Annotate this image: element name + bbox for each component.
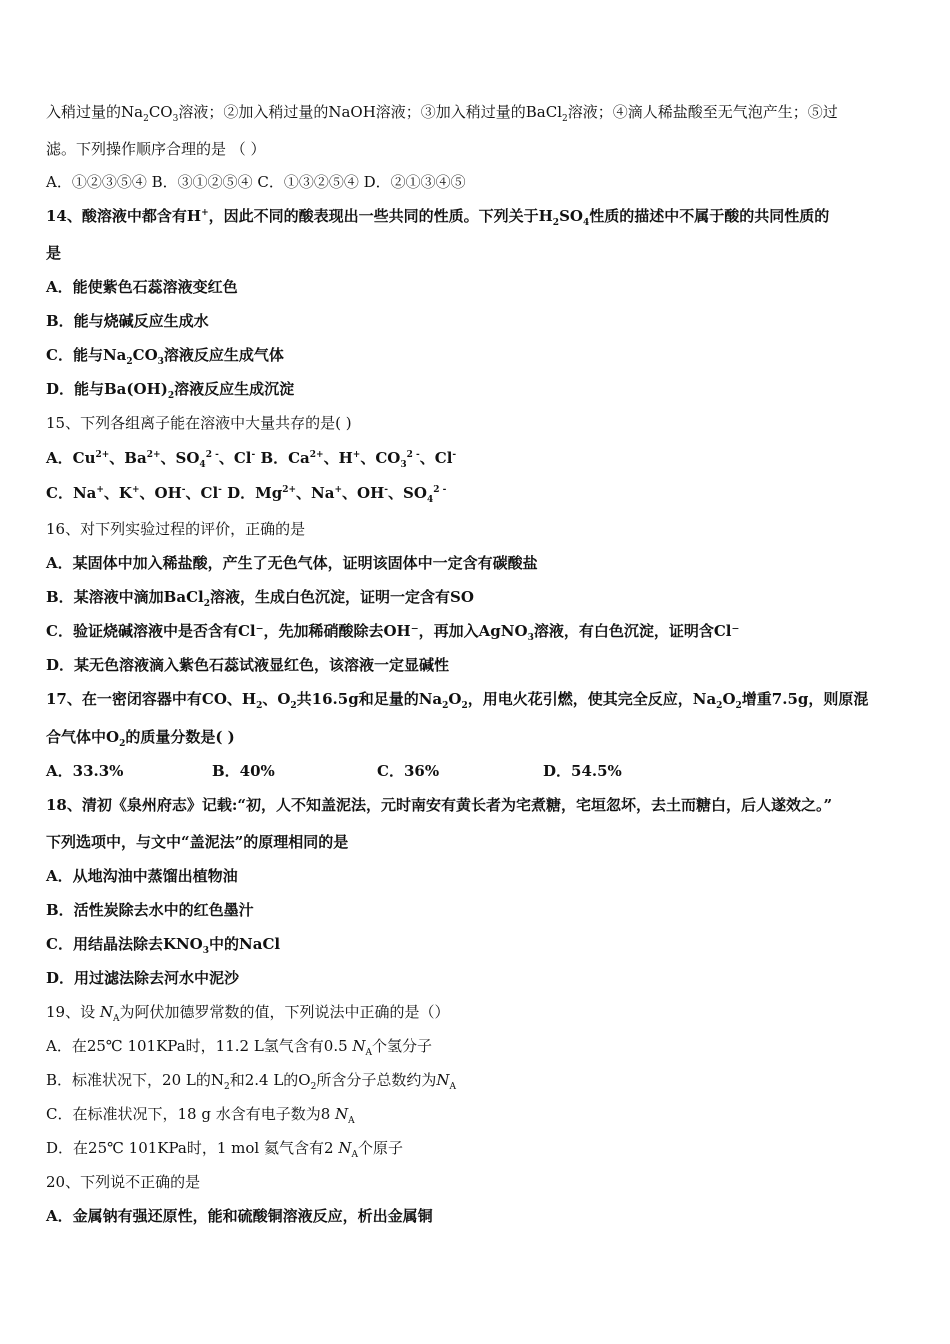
text-run: O xyxy=(722,690,736,708)
text-line xyxy=(46,655,449,675)
text-run: B．Ca xyxy=(255,449,310,467)
text-run: B．某溶液中滴加BaCl xyxy=(46,588,204,606)
text-run: 3 xyxy=(172,114,179,124)
text-run: 2 xyxy=(735,701,742,711)
text-run: 2+ xyxy=(95,450,110,460)
text-run: 合气体中O xyxy=(46,728,120,746)
text-run: B．标准状况下，20 L的N xyxy=(46,1071,224,1089)
text-run: 2 - xyxy=(205,450,219,460)
text-run: 的质量分数是( ) xyxy=(125,728,235,746)
text-run: 、Cl xyxy=(218,449,252,467)
text-run: 3 xyxy=(202,946,210,956)
text-run: 、OH xyxy=(342,484,385,502)
text-line xyxy=(46,1172,200,1192)
text-run: 2 xyxy=(126,357,133,367)
text-run: A xyxy=(348,1116,355,1126)
text-run: 2 xyxy=(562,114,568,124)
text-line xyxy=(46,172,466,192)
text-run: + xyxy=(334,485,343,495)
text-run: - xyxy=(384,485,389,495)
text-run: 16、对下列实验过程的评价，正确的是 xyxy=(46,520,306,538)
text-run: CO xyxy=(132,346,158,364)
text-run: CO xyxy=(148,103,173,121)
text-run: 2+ xyxy=(146,450,161,460)
text-line xyxy=(46,243,61,263)
text-run: 、CO xyxy=(360,449,401,467)
text-run: 、Na xyxy=(296,484,335,502)
text-run: 溶液；④滴人稀盐酸至无气泡产生；⑤过 xyxy=(567,103,838,121)
text-run: B．能与烧碱反应生成水 xyxy=(46,312,209,330)
text-run: 2 xyxy=(223,1082,230,1092)
text-line xyxy=(46,621,739,641)
text-run: 、Cl xyxy=(185,484,219,502)
text-line xyxy=(46,553,538,573)
text-run: O xyxy=(448,690,462,708)
text-line xyxy=(46,795,832,815)
text-run: SO xyxy=(559,207,583,225)
text-line xyxy=(46,934,280,954)
text-run: 2 xyxy=(256,701,263,711)
text-run: 溶液，生成白色沉淀，证明一定含有SO xyxy=(209,588,474,606)
text-run: 2 xyxy=(442,701,449,711)
q17-option: A．33.3% xyxy=(46,762,124,780)
text-run: A．从地沟油中蒸馏出植物油 xyxy=(46,867,238,885)
text-run: A xyxy=(112,1014,120,1024)
text-run: 2 xyxy=(716,701,723,711)
text-run: - xyxy=(181,485,186,495)
text-run: C．在标准状况下，18 g 水含有电子数为8 xyxy=(46,1105,336,1123)
text-line xyxy=(46,727,235,747)
text-run: 2 xyxy=(461,701,468,711)
text-run: 为阿伏加德罗常数的值，下列说法中正确的是（） xyxy=(119,1003,450,1021)
text-run: N xyxy=(338,1139,352,1157)
text-run: 14、酸溶液中都含有H xyxy=(46,207,202,225)
text-run: C．能与Na xyxy=(46,346,127,364)
text-run: A．①②③⑤④ B．③①②⑤④ C．①③②⑤④ D．②①③④⑤ xyxy=(46,173,466,191)
text-run: 、OH xyxy=(139,484,182,502)
text-run: + xyxy=(96,485,104,495)
text-line xyxy=(46,1104,355,1124)
text-run: A．能使紫色石蕊溶液变红色 xyxy=(46,278,238,296)
text-line xyxy=(46,345,284,365)
text-run: 溶液反应生成气体 xyxy=(163,346,284,364)
text-run: A xyxy=(449,1082,456,1092)
text-line xyxy=(46,968,239,988)
text-run: C．验证烧碱溶液中是否含有Cl⁻，先加稀硝酸除去OH⁻，再加入AgNO xyxy=(46,622,528,640)
text-run: N xyxy=(335,1105,349,1123)
q17-option: B．40% xyxy=(212,762,275,780)
text-line xyxy=(46,1070,456,1090)
text-run: 个原子 xyxy=(357,1139,403,1157)
text-run: 15、下列各组离子能在溶液中大量共存的是( ) xyxy=(46,414,352,432)
text-line xyxy=(46,519,305,539)
text-line xyxy=(46,139,266,159)
text-run: 18、清初《泉州府志》记载:“初，人不知盖泥法，元时南安有黄长者为宅煮糖，宅垣忽坏，去土而糖白，后人遂效之。” xyxy=(46,796,833,814)
text-run: 、O xyxy=(262,690,291,708)
text-run: 2 xyxy=(203,599,210,609)
text-run: ，因此不同的酸表现出一些共同的性质。下列关于H xyxy=(208,207,553,225)
text-line xyxy=(46,689,868,709)
text-run: 4 xyxy=(199,460,206,470)
text-run: 2 xyxy=(167,391,175,401)
text-run: 个氢分子 xyxy=(372,1037,433,1055)
text-run: 2 xyxy=(290,701,297,711)
text-run: 是 xyxy=(46,244,62,262)
text-run: D．用过滤法除去河水中泥沙 xyxy=(46,969,240,987)
text-run: 溶液反应生成沉淀 xyxy=(174,380,295,398)
text-run: 入稍过量的Na xyxy=(46,103,144,121)
text-run: 2 xyxy=(119,739,126,749)
q17-option: D．54.5% xyxy=(543,762,622,780)
text-line xyxy=(46,1138,403,1158)
text-line xyxy=(46,102,838,122)
text-run: A．某固体中加入稀盐酸，产生了无色气体，证明该固体中一定含有碳酸盐 xyxy=(46,554,538,572)
text-run: + xyxy=(201,208,209,218)
text-run: 溶液；②加入稍过量的NaOH溶液；③加入稍过量的BaCl xyxy=(178,103,563,121)
text-run: 下列选项中，与文中“盖泥法”的原理相同的是 xyxy=(46,833,349,851)
text-run: - xyxy=(251,450,256,460)
text-run: 3 xyxy=(157,357,164,367)
text-run: D．Mg xyxy=(221,484,283,502)
text-run: - xyxy=(218,485,222,495)
text-run: 共16.5g和足量的Na xyxy=(296,690,443,708)
text-run: 溶液，有白色沉淀，证明含Cl⁻ xyxy=(533,622,740,640)
text-run: 、SO xyxy=(160,449,200,467)
text-run: N xyxy=(436,1071,450,1089)
text-run: 2+ xyxy=(282,485,297,495)
text-run: B．活性炭除去水中的红色墨汁 xyxy=(46,901,254,919)
text-run: 2 - xyxy=(433,485,447,495)
text-run: A．金属钠有强还原性，能和硫酸铜溶液反应，析出金属铜 xyxy=(46,1207,433,1225)
text-run: 4 xyxy=(426,495,434,505)
text-run: A．在25℃ 101KPa时，11.2 L氢气含有0.5 xyxy=(46,1037,353,1055)
text-run: 2+ xyxy=(309,450,324,460)
text-line xyxy=(46,448,456,468)
text-run: C．Na xyxy=(46,484,97,502)
text-run: ，用电火花引燃，使其完全反应，Na xyxy=(467,690,717,708)
text-run: - xyxy=(452,450,457,460)
text-run: 20、下列说不正确的是 xyxy=(46,1173,201,1191)
text-run: 、K xyxy=(103,484,132,502)
text-run: N xyxy=(352,1037,366,1055)
text-run: 中的NaCl xyxy=(209,935,281,953)
text-run: 3 xyxy=(527,633,534,643)
text-run: 4 xyxy=(582,218,590,228)
text-line xyxy=(46,379,294,399)
text-run: 2 xyxy=(552,218,560,228)
q17-option: C．36% xyxy=(377,762,440,780)
text-run: 、H xyxy=(323,449,353,467)
text-line xyxy=(46,277,238,297)
text-line xyxy=(46,413,352,433)
text-run: N xyxy=(99,1003,113,1021)
text-line xyxy=(46,311,209,331)
text-run: 所含分子总数约为 xyxy=(316,1071,437,1089)
text-run: 、Ba xyxy=(109,449,147,467)
text-run: 、Cl xyxy=(419,449,453,467)
text-line xyxy=(46,832,348,852)
text-line xyxy=(46,483,446,503)
text-run: 2 xyxy=(310,1082,317,1092)
text-run: + xyxy=(131,485,140,495)
text-run: 19、设 xyxy=(46,1003,100,1021)
text-run: 和2.4 L的O xyxy=(229,1071,311,1089)
text-line xyxy=(46,900,254,920)
text-run: + xyxy=(352,450,361,460)
text-line xyxy=(46,1206,433,1226)
text-line xyxy=(46,587,474,607)
text-run: A．Cu xyxy=(46,449,96,467)
text-run: 滤。下列操作顺序合理的是 （ ） xyxy=(46,140,266,158)
text-run: C．用结晶法除去KNO xyxy=(46,935,203,953)
text-line xyxy=(46,1002,450,1022)
text-run: 3 xyxy=(400,460,407,470)
text-run: A xyxy=(365,1048,373,1058)
text-run: A xyxy=(351,1150,358,1160)
text-run: 17、在一密闭容器中有CO、H xyxy=(46,690,257,708)
text-run: 性质的描述中不属于酸的共同性质的 xyxy=(589,207,830,225)
text-line xyxy=(46,1036,432,1056)
text-run: D．在25℃ 101KPa时，1 mol 氦气含有2 xyxy=(46,1139,339,1157)
text-run: 2 - xyxy=(406,450,420,460)
text-line xyxy=(46,206,829,226)
text-run: 增重7.5g，则原混 xyxy=(741,690,869,708)
text-run: 、SO xyxy=(388,484,427,502)
text-run: D．能与Ba(OH) xyxy=(46,380,168,398)
text-line xyxy=(46,866,238,886)
text-run: D．某无色溶液滴入紫色石蕊试液显红色，该溶液一定显碱性 xyxy=(46,656,450,674)
text-run: 2 xyxy=(143,114,149,124)
